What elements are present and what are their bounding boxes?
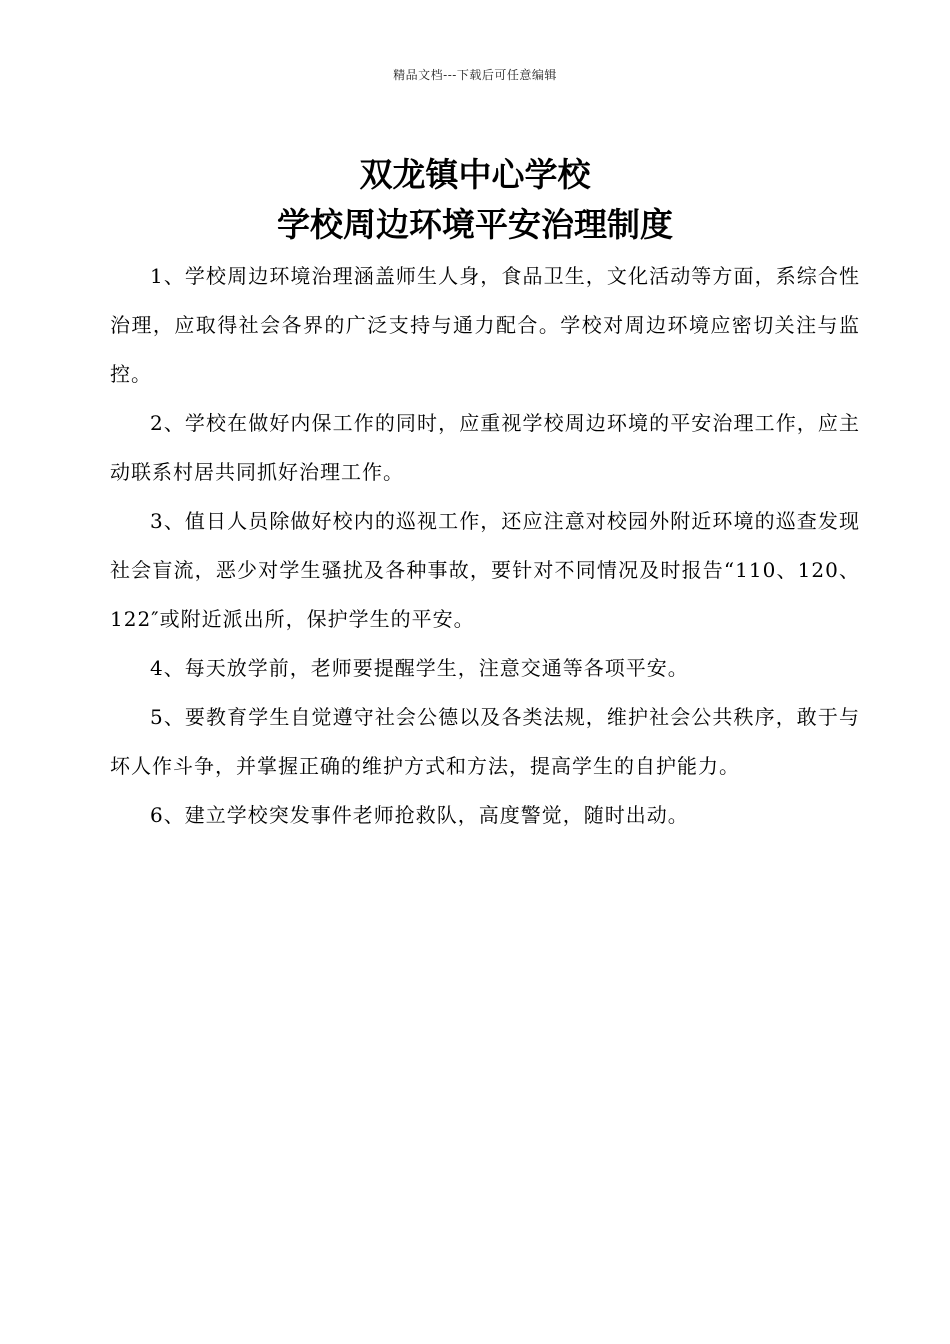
- paragraph-6: 6、建立学校突发事件老师抢救队，高度警觉，随时出动。: [150, 803, 689, 827]
- page-header-note: 精品文档---下载后可任意编辑: [393, 68, 557, 82]
- paragraph-2: 2、学校在做好内保工作的同时，应重视学校周边环境的平安治理工作，应主动联系村居共同抓好治理工作。: [110, 411, 860, 484]
- title-school-name: 双龙镇中心学校: [359, 155, 591, 194]
- paragraph-1: 1、学校周边环境治理涵盖师生人身，食品卫生，文化活动等方面，系综合性治理，应取得社会各界的广泛支持与通力配合。学校对周边环境应密切关注与监控。: [110, 264, 860, 386]
- title-regulation-name: 学校周边环境平安治理制度: [277, 205, 673, 244]
- paragraph-3: 3、值日人员除做好校内的巡视工作，还应注意对校园外附近环境的巡查发现社会盲流，恶少对学生骚扰及各种事故，要针对不同情况及时报告“110、120、122″或附近派出所，保护学生的平安。: [110, 509, 860, 631]
- document-body: [110, 252, 860, 840]
- paragraph-5: 5、要教育学生自觉遵守社会公德以及各类法规，维护社会公共秩序，敢于与坏人作斗争，并掌握正确的维护方式和方法，提高学生的自护能力。: [110, 705, 860, 778]
- document-title: [0, 150, 950, 250]
- paragraph-4: 4、每天放学前，老师要提醒学生，注意交通等各项平安。: [150, 656, 689, 680]
